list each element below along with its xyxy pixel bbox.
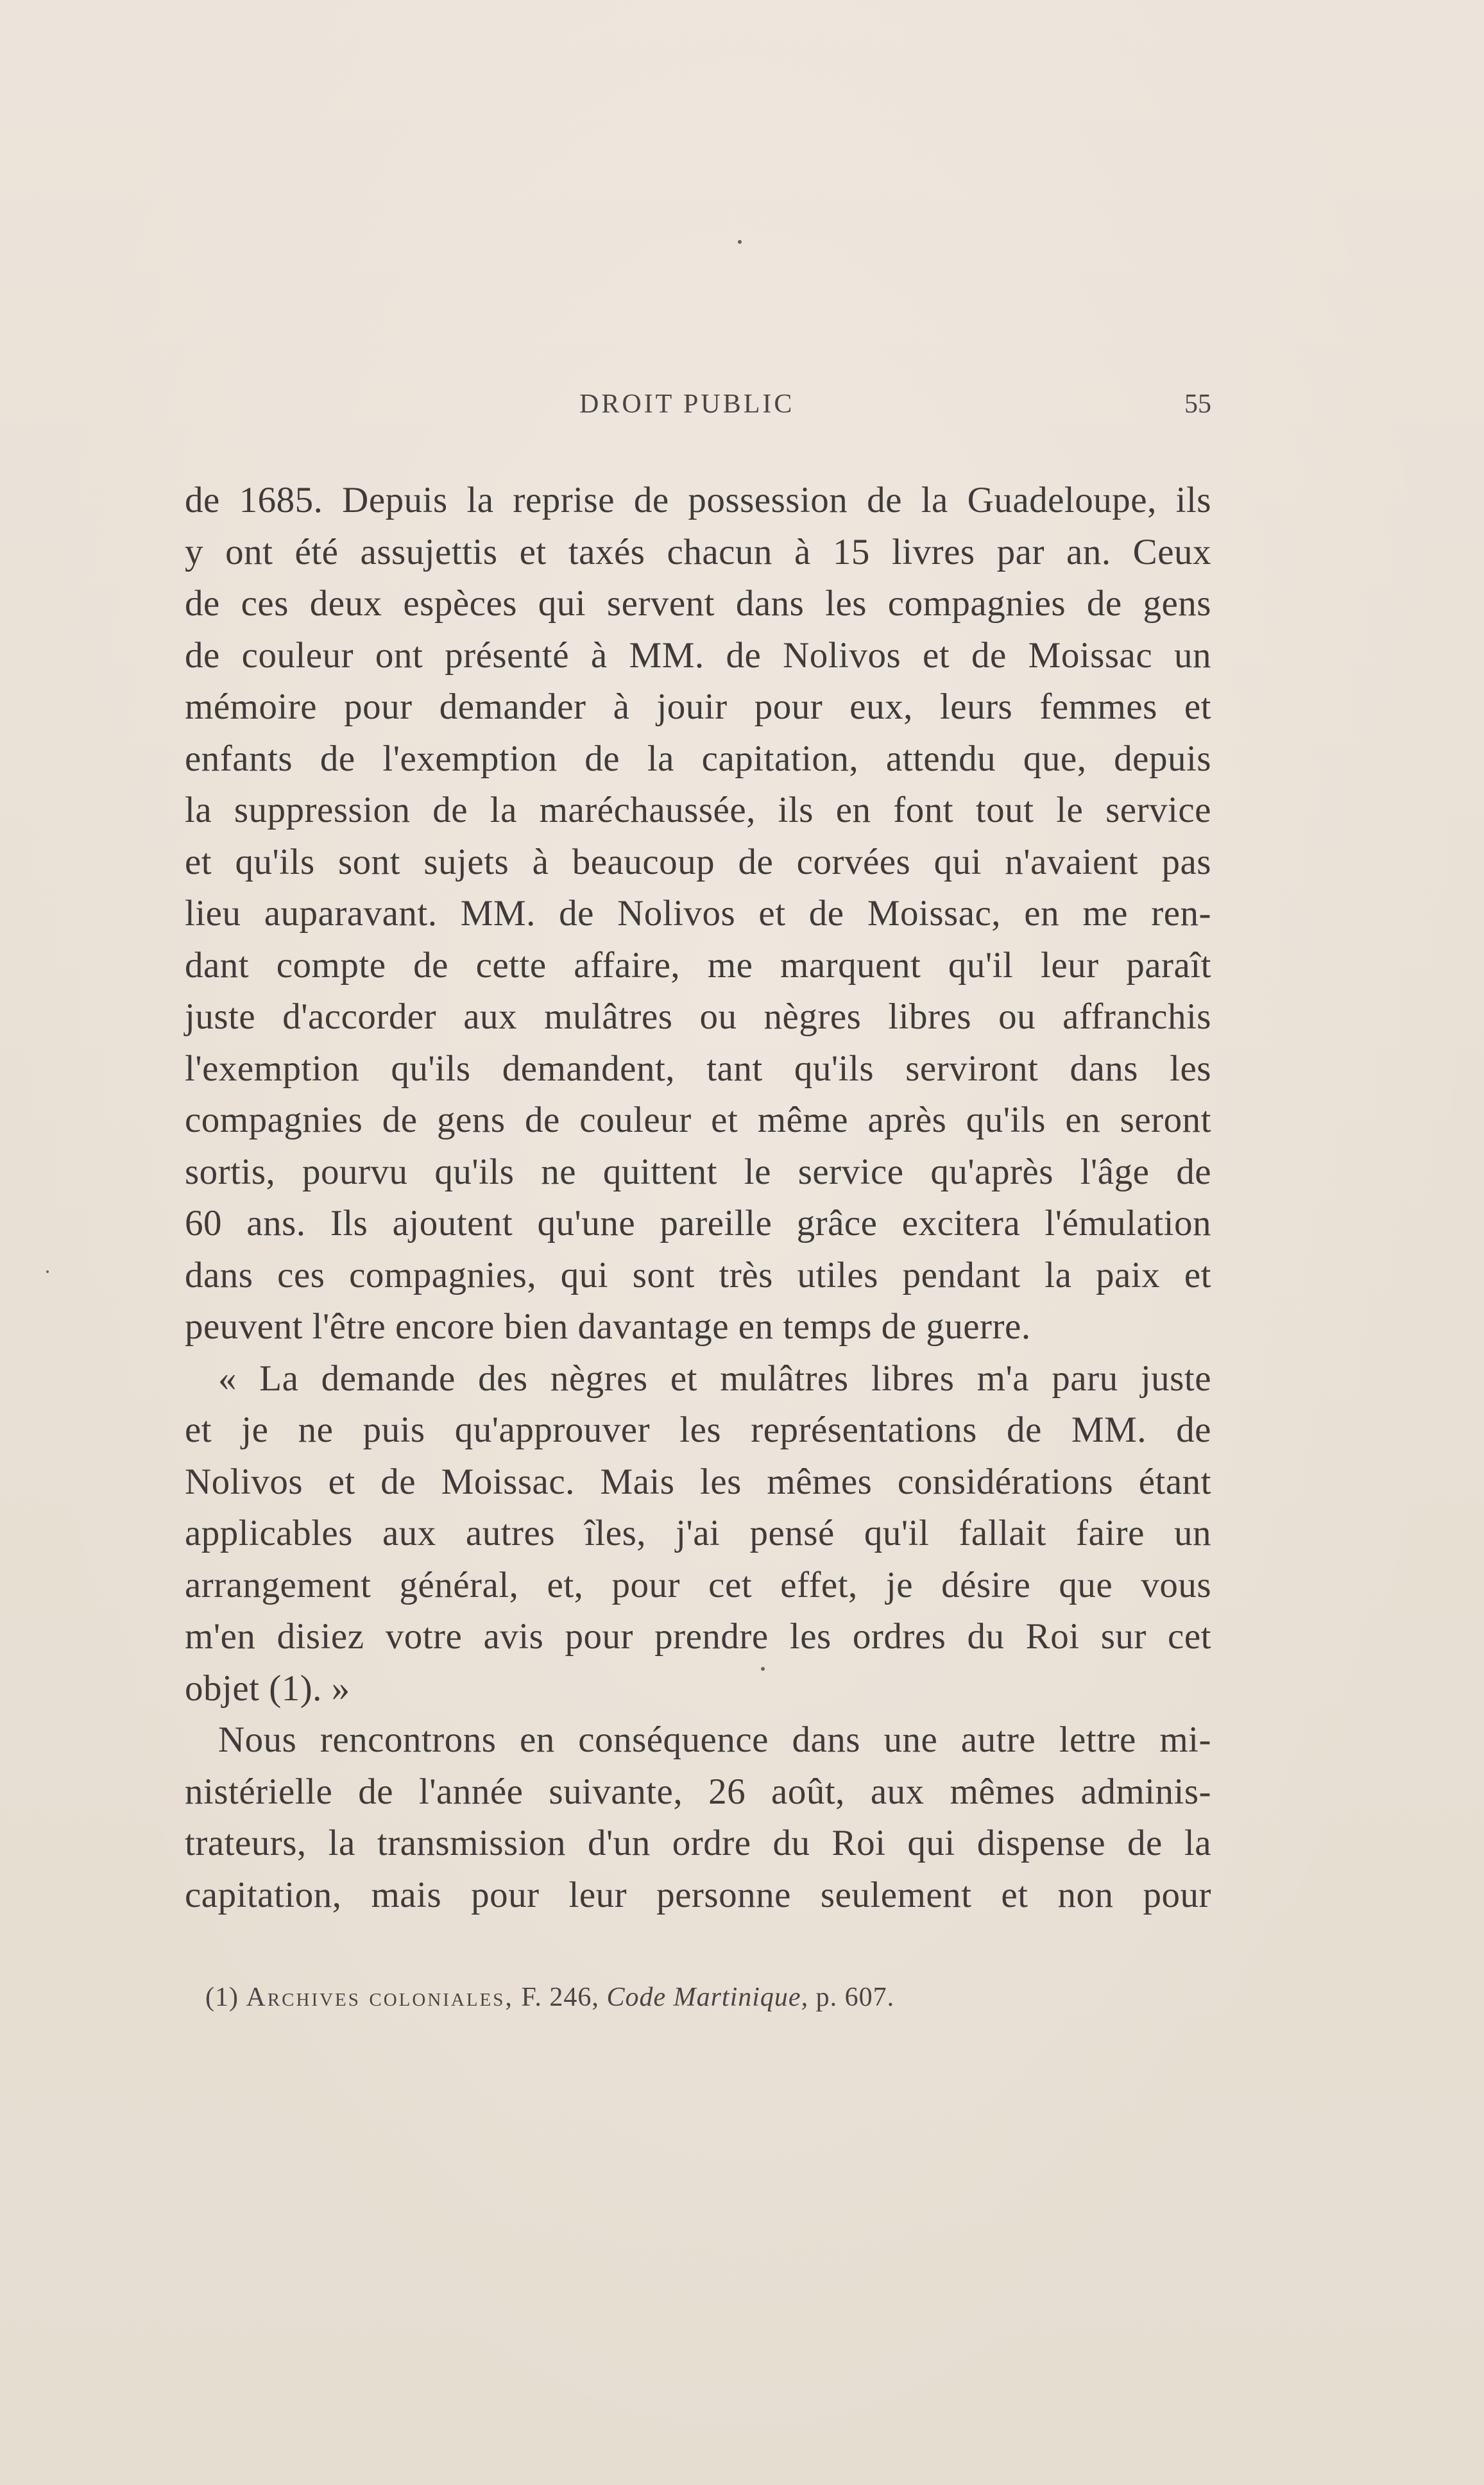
text-line: trateurs, la transmission d'un ordre du Roi qui dispense de la	[185, 1823, 1211, 1863]
text-line: objet (1). »	[185, 1668, 350, 1709]
text-line: « La demande des nègres et mulâtres libres m'a paru juste	[218, 1358, 1211, 1399]
text-line: mémoire pour demander à jouir pour eux, leurs femmes et	[185, 687, 1211, 727]
footnote-title: Code Martinique,	[606, 1983, 809, 2012]
text-line: lieu auparavant. MM. de Nolivos et de Moissac, en me ren-	[185, 893, 1211, 934]
text-line: sortis, pourvu qu'ils ne quittent le service qu'après l'âge de	[185, 1151, 1211, 1192]
text-line: de couleur ont présenté à MM. de Nolivos et de Moissac un	[185, 635, 1211, 676]
footnote-page: p. 607.	[815, 1983, 895, 2012]
text-line: nistérielle de l'année suivante, 26 août, aux mêmes adminis-	[185, 1771, 1211, 1812]
text-line: y ont été assujettis et taxés chacun à 15 livres par an. Ceux	[185, 531, 1211, 572]
text-line: arrangement général, et, pour cet effet, je désire que vous	[185, 1564, 1211, 1605]
text-line: l'exemption qu'ils demandent, tant qu'ils serviront dans les	[185, 1048, 1211, 1089]
text-line: enfants de l'exemption de la capitation, attendu que, depuis	[185, 738, 1211, 779]
text-line: 60 ans. Ils ajoutent qu'une pareille grâce excitera l'émulation	[185, 1203, 1211, 1243]
text-line: compagnies de gens de couleur et même après qu'ils en seront	[185, 1100, 1211, 1140]
text-line: peuvent l'être encore bien davantage en temps de guerre.	[185, 1306, 1031, 1347]
page-number: 55	[1184, 389, 1211, 419]
text-line: Nous rencontrons en conséquence dans une autre lettre mi-	[218, 1720, 1211, 1760]
text-line: applicables aux autres îles, j'ai pensé qu'il fallait faire un	[185, 1513, 1211, 1553]
running-title: DROIT PUBLIC	[579, 389, 795, 419]
text-line: de 1685. Depuis la reprise de possession de la Guadeloupe, ils	[185, 480, 1211, 520]
footnote	[205, 1981, 1104, 2013]
text-line: juste d'accorder aux mulâtres ou nègres libres ou affranchis	[185, 996, 1211, 1037]
footnote-marker: (1)	[205, 1983, 239, 2012]
text-line: et je ne puis qu'approuver les représentations de MM. de	[185, 1410, 1211, 1450]
body-text	[185, 475, 1211, 1921]
text-line: de ces deux espèces qui servent dans les compagnies de gens	[185, 583, 1211, 624]
text-line: m'en disiez votre avis pour prendre les ordres du Roi sur cet	[185, 1616, 1211, 1657]
text-line: capitation, mais pour leur personne seulement et non pour	[185, 1874, 1211, 1915]
ink-speck	[46, 1270, 49, 1273]
ink-speck	[761, 1667, 765, 1671]
text-line: dans ces compagnies, qui sont très utiles pendant la paix et	[185, 1254, 1211, 1295]
text-line: la suppression de la maréchaussée, ils en font tout le service	[185, 790, 1211, 830]
running-head	[185, 389, 1211, 427]
ink-speck	[738, 240, 742, 244]
text-line: Nolivos et de Moissac. Mais les mêmes considérations étant	[185, 1461, 1211, 1502]
text-line: et qu'ils sont sujets à beaucoup de corvées qui n'avaient pas	[185, 841, 1211, 882]
footnote-source: Archives coloniales,	[246, 1983, 514, 2012]
footnote-ref: F. 246,	[521, 1983, 599, 2012]
text-line: dant compte de cette affaire, me marquent qu'il leur paraît	[185, 944, 1211, 986]
